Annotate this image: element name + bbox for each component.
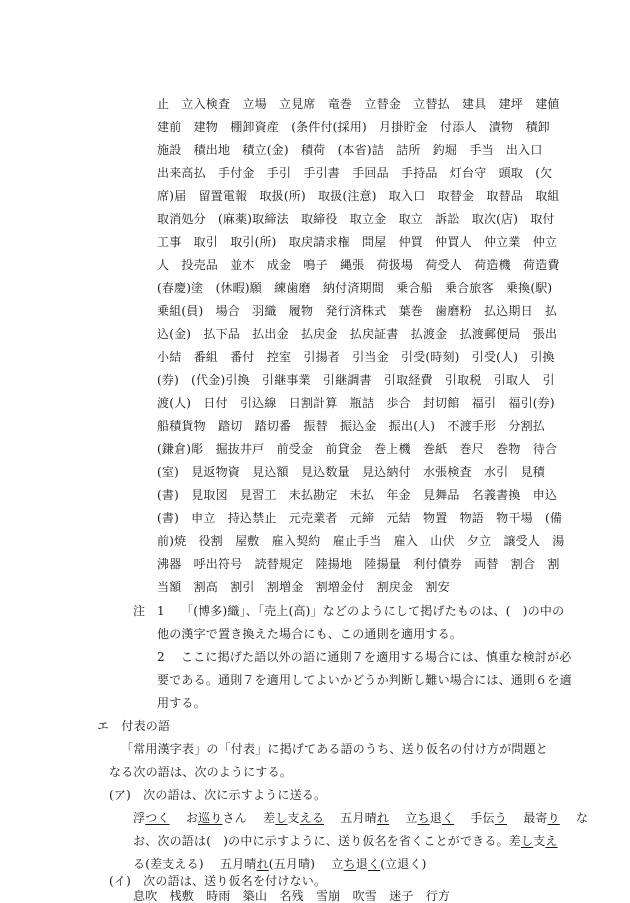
sub-a-note: お、次の語は( )の中に示すように、送り仮名を省くことができる。差し支え	[133, 834, 558, 848]
word-list-line: (鎌倉)彫 掘抜井戸 前受金 前貸金 巻上機 巻紙 巻尺 巻物 待合	[157, 442, 558, 456]
word-list-line: 渡(人) 日付 引込線 日割計算 瓶詰 歩合 封切館 福引 福引(券)	[157, 396, 555, 410]
sub-a-note: る(差支える) 五月晴れ(五月晴) 立ち退く(立退く)	[133, 857, 427, 871]
word-list-line: 席)届 留置電報 取扱(所) 取扱(注意) 取入口 取替金 取替品 取組	[157, 189, 560, 203]
word-list-line: 小結 番組 番付 控室 引揚者 引当金 引受(時刻) 引受(人) 引換	[157, 350, 555, 364]
word-list-line: (券) (代金)引換 引継事業 引継調書 引取経費 引取税 引取人 引	[157, 373, 555, 387]
note-label: 注	[133, 604, 146, 618]
sub-a-examples	[133, 811, 588, 825]
word-list-line: 施設 積出地 積立(金) 積荷 (本省)詰 詰所 釣堀 手当 出入口	[157, 143, 543, 157]
note-text: 用する。	[157, 696, 206, 710]
word-list-line: 止 立入検査 立場 立見席 竜巻 立替金 立替払 建具 建坪 建値	[157, 97, 560, 111]
word-list-line: 乗組(員) 場合 羽織 履物 発行済株式 葉巻 歯磨粉 払込期日 払	[157, 304, 558, 318]
word-list-line: (書) 申立 持込禁止 元売業者 元締 元結 物置 物語 物干場 (備	[157, 511, 563, 525]
example-word: 立ち退く(立退く)	[331, 857, 427, 871]
note-text: 「(博多)織」、「売上(高)」などのようにして掲げたものは、( )の中の	[181, 604, 565, 618]
section-intro: 「常用漢字表」の「付表」に掲げてある語のうち、送り仮名の付け方が問題と	[121, 742, 549, 756]
sub-a-heading: (ア) 次の語は、次に示すように送る。	[109, 788, 327, 802]
example-word: 立ち退く	[405, 811, 455, 825]
word-list-line: (書) 見取図 見習工 未払勘定 未払 年金 見舞品 名義書換 申込	[157, 488, 558, 502]
word-list-line: 込(金) 払下品 払出金 払戻金 払戻証書 払渡金 払渡郵便局 張出	[157, 327, 558, 341]
word-list-line: (春慶)塗 (休暇)願 練歯磨 納付済期間 乗合船 乗合旅客 乗換(駅)	[157, 281, 553, 295]
note-start: な	[576, 811, 589, 825]
section-intro: なる次の語は、次のようにする。	[109, 765, 293, 779]
sub-b-words: 息吹 桟敷 時雨 築山 名残 雪崩 吹雪 迷子 行方	[133, 889, 451, 903]
section-heading: エ 付表の語	[97, 719, 171, 733]
word-list-line: 取消処分 (麻薬)取締法 取締役 取立金 取立 訴訟 取次(店) 取付	[157, 212, 555, 226]
example-word: 最寄り	[523, 811, 560, 825]
note-number: 2	[157, 650, 165, 664]
example-word: お巡りさん	[185, 811, 247, 825]
example-word: 五月晴れ(五月晴)	[219, 857, 316, 871]
note-number: 1	[157, 604, 165, 618]
sub-b-heading: (イ) 次の語は、送り仮名を付けない。	[109, 874, 327, 888]
example-word: 浮つく	[133, 811, 170, 825]
example-word: 手伝う	[470, 811, 507, 825]
example-word: 五月晴れ	[340, 811, 390, 825]
word-list-line: 工事 取引 取引(所) 取戻請求権 問屋 仲買 仲買人 仲立業 仲立	[157, 235, 558, 249]
note-text: ここに掲げた語以外の語に通則７を適用する場合には、慎重な検討が必	[181, 650, 572, 664]
word-list-line: (室) 見返物資 見込額 見込数量 見込納付 水張検査 水引 見積	[157, 465, 545, 479]
word-list-line: 出来高払 手付金 手引 手引書 手回品 手持品 灯台守 頭取 (欠	[157, 166, 553, 180]
word-list-line: 船積貨物 踏切 踏切番 振替 振込金 振出(人) 不渡手形 分割払	[157, 419, 545, 433]
example-word: 差し支え	[508, 834, 558, 848]
word-list-line: 建前 建物 棚卸資産 (条件付(採用) 月掛貯金 付添人 漬物 積卸	[157, 120, 550, 134]
word-list-line: 前)焼 役割 屋敷 雇入契約 雇止手当 雇入 山伏 夕立 譲受人 湯	[157, 534, 565, 548]
word-list-line: 沸器 呼出符号 読替規定 陸揚地 陸揚量 利付債券 両替 割合 割	[157, 557, 560, 571]
note-text: 他の漢字で置き換えた場合にも、この通則を適用する。	[157, 627, 463, 641]
word-list-line: 人 投売品 並木 成金 鳴子 縄張 荷扱場 荷受人 荷造機 荷造費	[157, 258, 560, 272]
note-text: 要である。通則７を適用してよいかどうか判断し難い場合には、通則６を適	[157, 673, 572, 687]
example-word: 差し支える	[263, 811, 325, 825]
word-list-line: 当額 割高 割引 割増金 割増金付 割戻金 割安	[157, 580, 450, 594]
